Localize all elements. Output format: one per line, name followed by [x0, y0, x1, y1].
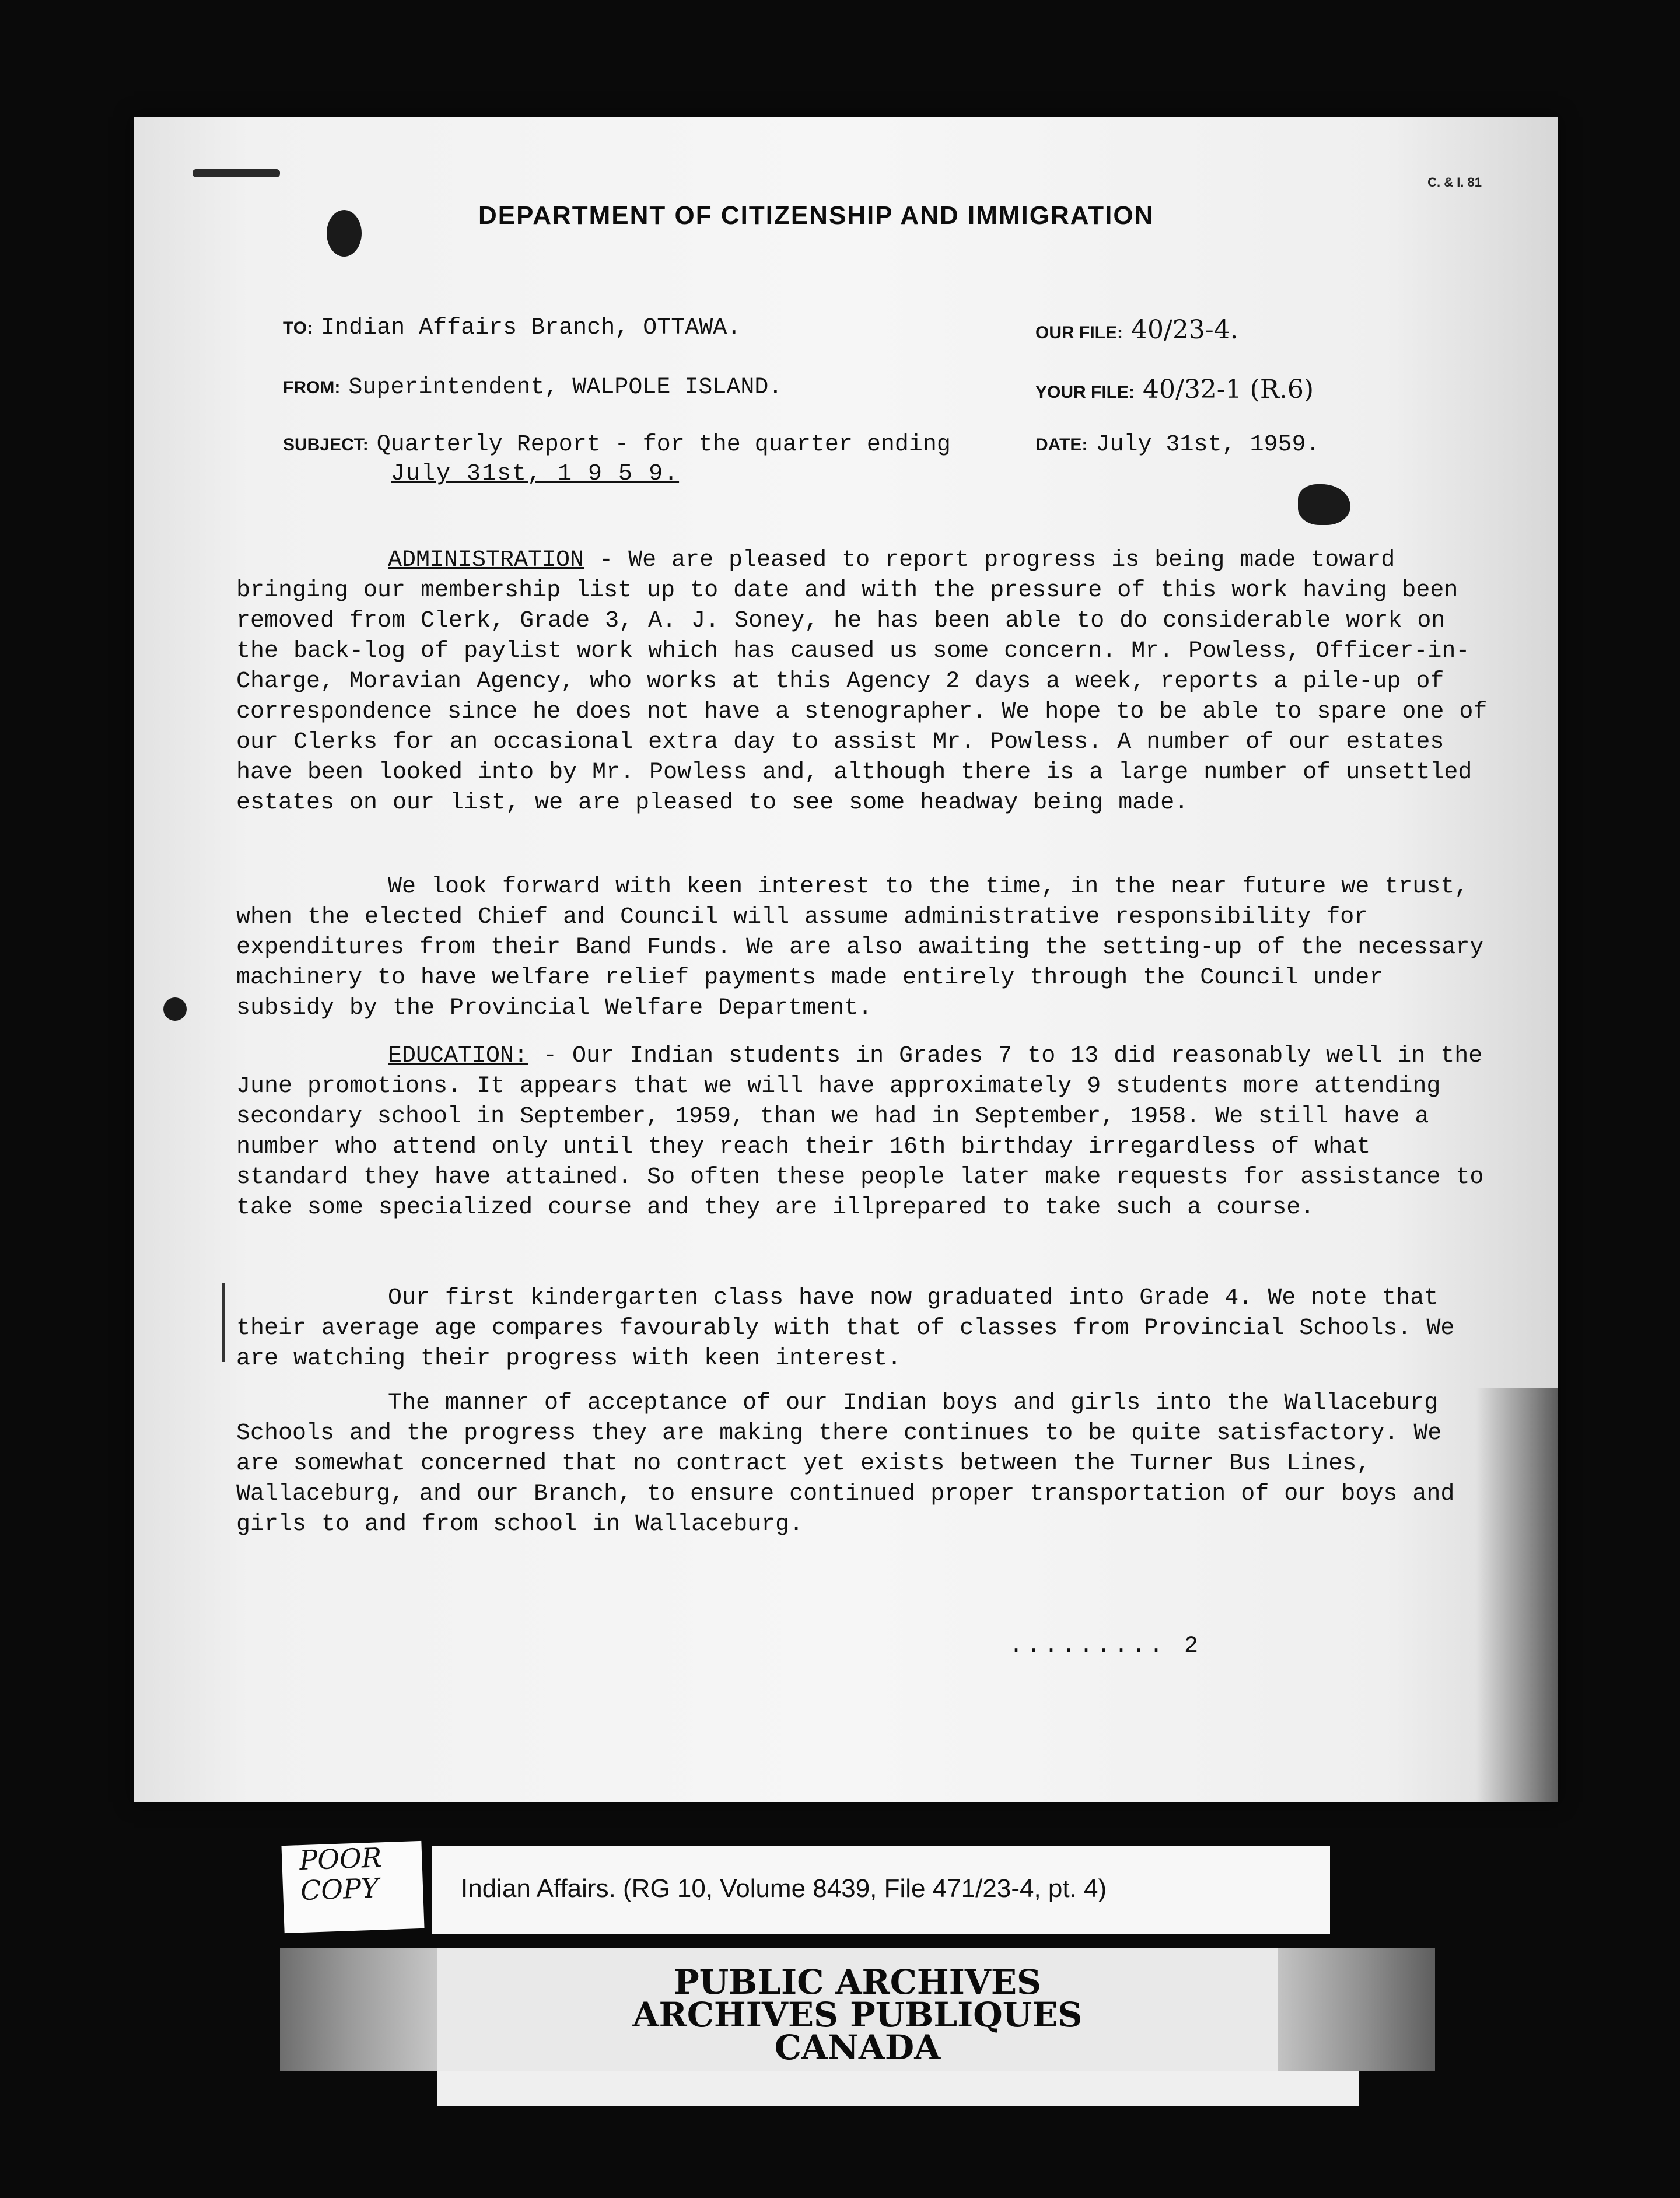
administration-paragraph: [236, 545, 1490, 818]
form-code: C. & I. 81: [1427, 175, 1482, 190]
our-file-line: [1035, 315, 1238, 346]
scanned-memo-page: [134, 117, 1558, 1803]
ink-blot: [327, 210, 362, 257]
margin-mark: [222, 1283, 225, 1362]
subject-value: Quarterly Report - for the quarter ending: [376, 432, 951, 458]
archive-reference: Indian Affairs. (RG 10, Volume 8439, File 471/23-4, pt. 4): [461, 1874, 1107, 1903]
stamp-line-2: ARCHIVES PUBLIQUES: [632, 1995, 1083, 2035]
subject-date-handwritten: July 31st, 1 9 5 9.: [391, 461, 680, 487]
stamp-line-1: PUBLIC ARCHIVES: [674, 1962, 1041, 2002]
education-heading: EDUCATION:: [388, 1043, 528, 1069]
poor-copy-note: [281, 1841, 424, 1933]
poor-copy-line-2: COPY: [300, 1872, 380, 1907]
continued-marker: ......... 2: [1009, 1633, 1202, 1660]
archive-stamp-bar: [280, 1948, 1435, 2071]
your-file-label: YOUR FILE:: [1035, 383, 1135, 402]
our-file-value: 40/23-4.: [1131, 315, 1238, 345]
to-line: [283, 315, 741, 341]
wallaceburg-paragraph: The manner of acceptance of our Indian boys and girls into the Wallaceburg Schools and the progress they are making there continues to be quite satisfactory. We are somewhat concerned that no contract yet exists between the Turner Bus Lines, Wallaceburg, and our Branch, to ensure continued proper transportation of our boys and girls to and from school in Wallaceburg.: [236, 1390, 1455, 1538]
poor-copy-line-1: POOR: [299, 1842, 383, 1877]
archive-stamp: [438, 1948, 1278, 2071]
bottom-label-strip: [438, 2071, 1359, 2106]
ink-blot: [163, 998, 187, 1021]
from-line: [283, 374, 782, 401]
subject-label: SUBJECT:: [283, 435, 369, 454]
from-label: FROM:: [283, 378, 341, 397]
stamp-line-3: CANADA: [774, 2028, 941, 2067]
archive-stamp-text: [438, 1962, 1278, 2067]
date-line: [1035, 432, 1320, 458]
education-text: - Our Indian students in Grades 7 to 13 did reasonably well in the June promotions. It appears that we will have approximately 9 students more attending secondary school in September, 1959, than we had in September, 1958. We still have a number who attend only until they reach their 16th birthday irregardless of what standard they have attained. So often these people later make requests for assistance to take some specialized course and they are illprepared to take such a course.: [236, 1043, 1484, 1221]
administration-text: - We are pleased to report progress is being made toward bringing our membership list up to date and with the pressure of this work having been removed from Clerk, Grade 3, A. J. Soney, he has been able to do considerable work on the back-log of paylist work which has caused us some concern. Mr. Powless, Officer-in-Charge, Moravian Agency, who works at this Agency 2 days a week, reports a pile-up of correspondence since he does not have a stenographer. We hope to be able to spare one of our Clerks for an occasional extra day to assist Mr. Powless. A number of our estates have been looked into by Mr. Powless and, although there is a large number of unsettled estates on our list, we are pleased to see some headway being made.: [236, 547, 1488, 816]
ink-blot: [1298, 484, 1350, 525]
to-label: TO:: [283, 318, 313, 338]
to-value: Indian Affairs Branch, OTTAWA.: [321, 315, 741, 341]
education-paragraph: [236, 1041, 1490, 1223]
band-funds-paragraph: We look forward with keen interest to the time, in the near future we trust, when the elected Chief and Council will assume administrative responsibility for expenditures from their Band Funds. We are also awaiting the setting-up of the necessary machinery to have welfare relief payments made entirely through the Council under subsidy by the Provincial Welfare Department.: [236, 874, 1484, 1021]
date-label: DATE:: [1035, 435, 1088, 454]
your-file-value: 40/32-1 (R.6): [1143, 374, 1314, 404]
subject-line: [283, 432, 951, 458]
your-file-line: [1035, 374, 1314, 405]
administration-heading: ADMINISTRATION: [388, 547, 584, 573]
tape-mark: [192, 169, 280, 177]
date-value: July 31st, 1959.: [1096, 432, 1320, 458]
from-value: Superintendent, WALPOLE ISLAND.: [348, 374, 783, 401]
department-heading: DEPARTMENT OF CITIZENSHIP AND IMMIGRATION: [478, 201, 1154, 230]
kindergarten-paragraph: Our first kindergarten class have now graduated into Grade 4. We note that their average age compares favourably with that of classes from Provincial Schools. We are watching their progress with keen interest.: [236, 1285, 1455, 1372]
archive-reference-label: [432, 1846, 1330, 1934]
our-file-label: OUR FILE:: [1035, 323, 1123, 342]
